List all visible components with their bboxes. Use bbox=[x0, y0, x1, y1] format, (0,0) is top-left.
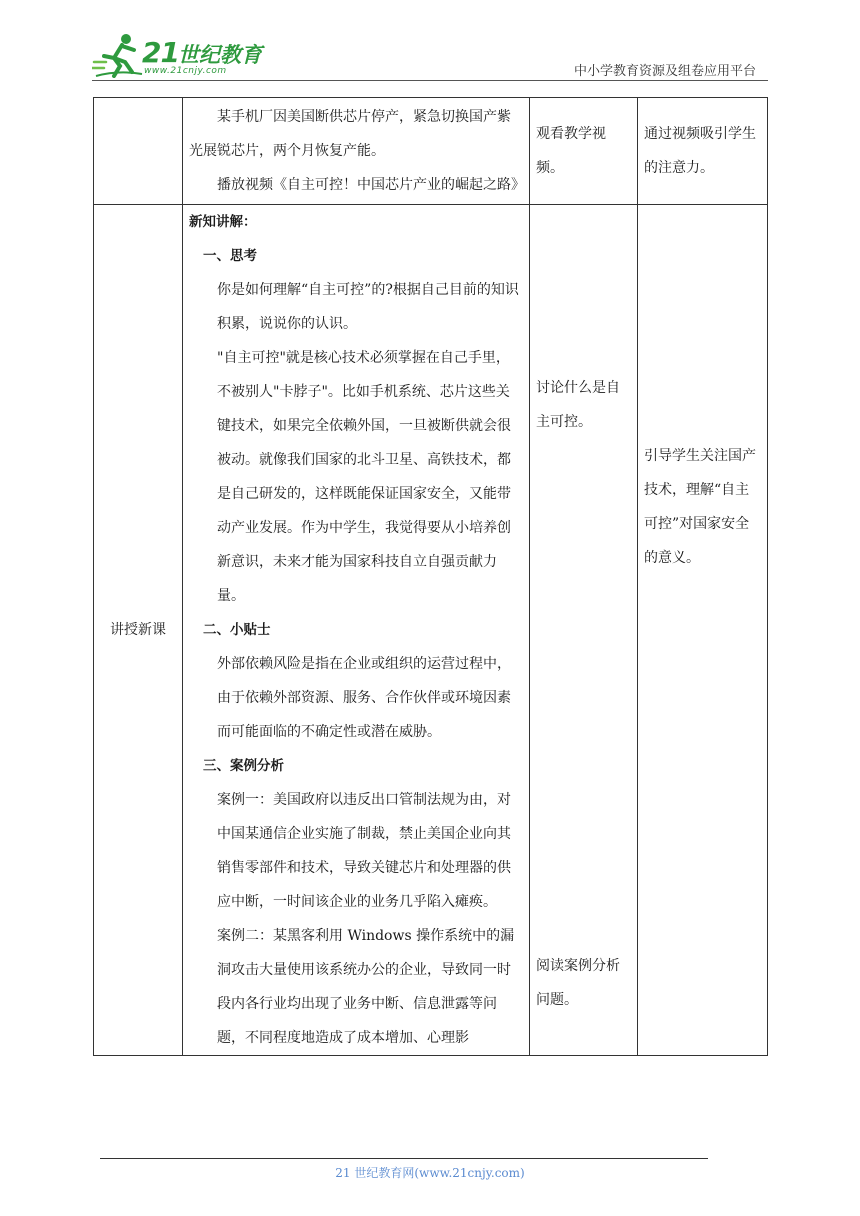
table-row bbox=[94, 205, 768, 1056]
footer-divider bbox=[100, 1158, 708, 1159]
design-intent: 通过视频吸引学生的注意力。 bbox=[644, 126, 756, 176]
student-activity: 阅读案例分析问题。 bbox=[536, 958, 620, 1008]
logo-number: 21 bbox=[142, 36, 179, 69]
content-paragraph: 播放视频《自主可控！中国芯片产业的崛起之路》 bbox=[217, 177, 525, 193]
design-intent-cell bbox=[638, 98, 768, 205]
content-paragraph: 某手机厂因美国断供芯片停产，紧急切换国产紫光展锐芯片，两个月恢复产能。 bbox=[189, 109, 511, 159]
design-intent: 引导学生关注国产技术，理解“自主可控”对国家安全的意义。 bbox=[644, 448, 756, 566]
runner-logo-icon bbox=[92, 32, 144, 78]
case-paragraph: 案例二：某黑客利用 Windows 操作系统中的漏洞攻击大量使用该系统办公的企业，导致同一时段内各行业均出现了业务中断、信息泄露等问题，不同程度地造成了成本增加、心理影 bbox=[217, 928, 515, 1046]
section-intro: 新知讲解： bbox=[189, 214, 257, 230]
design-intent-cell bbox=[638, 205, 768, 1056]
stage-cell bbox=[94, 98, 183, 205]
student-activity: 讨论什么是自主可控。 bbox=[536, 380, 620, 430]
student-activity: 观看教学视频。 bbox=[536, 126, 606, 176]
stage-cell: 讲授新课 bbox=[94, 205, 183, 1056]
student-activity-cell bbox=[530, 205, 638, 1056]
footer-link[interactable]: 21 世纪教育网(www.21cnjy.com) bbox=[335, 1166, 525, 1180]
table-row bbox=[94, 98, 768, 205]
section-heading: 二、小贴士 bbox=[203, 622, 271, 638]
content-cell bbox=[183, 98, 530, 205]
student-activity-cell bbox=[530, 98, 638, 205]
content-paragraph: "自主可控"就是核心技术必须掌握在自己手里，不被别人"卡脖子"。比如手机系统、芯片这些关键技术，如果完全依赖外国，一旦被断供就会很被动。就像我们国家的北斗卫星、高铁技术，都是自己研发的，这样既能保证国家安全，又能带动产业发展。作为中学生，我觉得要从小培养创新意识，未来才能为国家科技自立自强贡献力量。 bbox=[217, 350, 511, 604]
lesson-table bbox=[93, 97, 768, 1056]
content-paragraph: 外部依赖风险是指在企业或组织的运营过程中，由于依赖外部资源、服务、合作伙伴或环境因素而可能面临的不确定性或潜在威胁。 bbox=[217, 656, 511, 740]
section-heading: 一、思考 bbox=[203, 248, 257, 264]
logo-url: www.21cnjy.com bbox=[144, 66, 227, 76]
case-paragraph: 案例一：美国政府以违反出口管制法规为由，对中国某通信企业实施了制裁，禁止美国企业向其销售零部件和技术，导致关键芯片和处理器的供应中断，一时间该企业的业务几乎陷入瘫痪。 bbox=[217, 792, 511, 910]
platform-name: 中小学教育资源及组卷应用平台 bbox=[573, 64, 756, 79]
site-logo[interactable] bbox=[92, 32, 262, 80]
header-divider bbox=[92, 80, 768, 81]
logo-text: 世纪教育 bbox=[178, 43, 262, 67]
section-heading: 三、案例分析 bbox=[203, 758, 284, 774]
page-header bbox=[0, 0, 860, 90]
content-cell bbox=[183, 205, 530, 1056]
content-paragraph: 你是如何理解“自主可控”的?根据自己目前的知识积累，说说你的认识。 bbox=[217, 282, 519, 332]
